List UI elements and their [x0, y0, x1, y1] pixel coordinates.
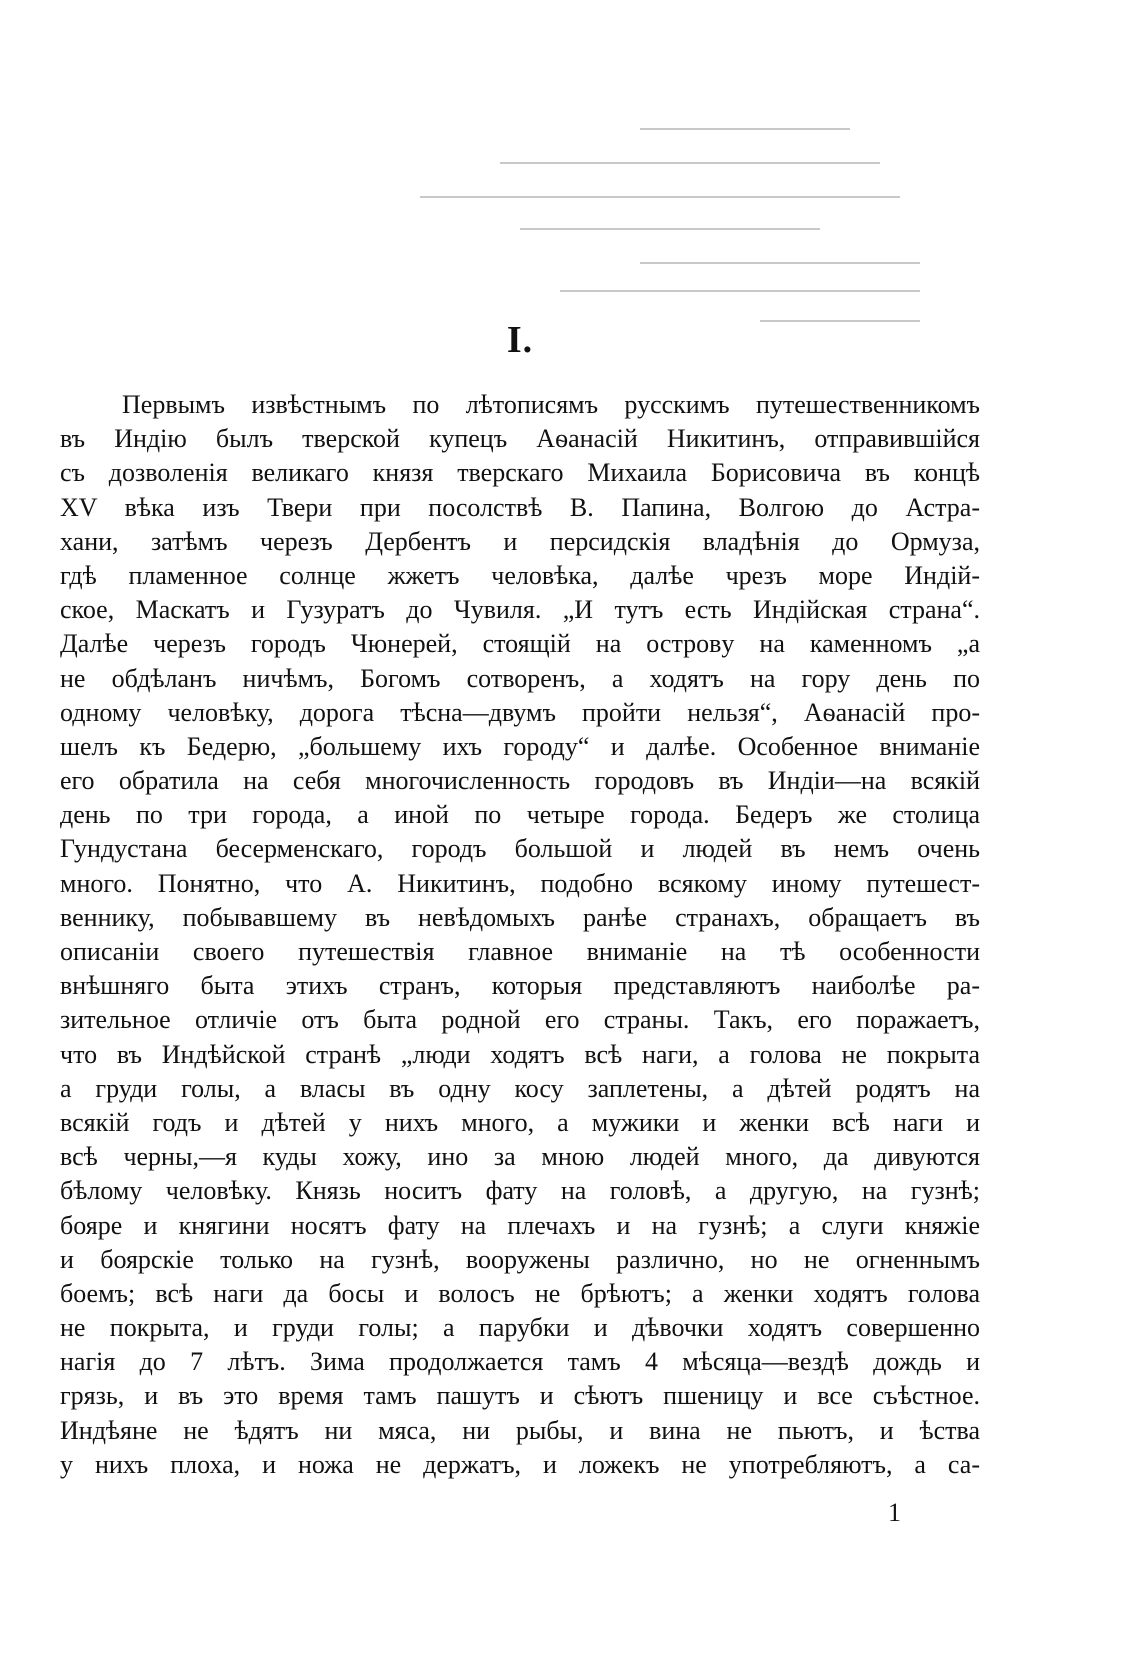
text-line: грязь, и въ это время тамъ пашутъ и сѣютъ пшеницу и все съѣстное. [60, 1381, 980, 1411]
text-line: хани, затѣмъ черезъ Дербентъ и персидскія владѣнія до Ормуза, [60, 526, 980, 556]
text-line: съ дозволенія великаго князя тверскаго Михаила Борисовича въ концѣ [60, 458, 980, 488]
text-line: его обратила на себя многочисленность городовъ въ Индіи—на всякій [60, 766, 980, 796]
text-line: Индѣяне не ѣдятъ ни мяса, ни рыбы, и вина не пьютъ, и ѣства [60, 1415, 980, 1445]
text-line: бояре и княгини носятъ фату на плечахъ и на гузнѣ; а слуги княжіе [60, 1210, 980, 1240]
text-line: что въ Индѣйской странѣ „люди ходятъ всѣ наги, а голова не покрыта [60, 1039, 980, 1069]
text-line: всякій годъ и дѣтей у нихъ много, а мужики и женки всѣ наги и [60, 1107, 980, 1137]
text-line: гдѣ пламенное солнце жжетъ человѣка, далѣе чрезъ море Индій- [60, 560, 980, 590]
text-line: ское, Маскатъ и Гузуратъ до Чувиля. „И тутъ есть Индійская страна“. [60, 595, 980, 625]
text-line: Далѣе черезъ городъ Чюнерей, стоящій на островy на каменномъ „а [60, 629, 980, 659]
text-line: веннику, побывавшему въ невѣдомыхъ ранѣе странахъ, обращаетъ въ [60, 902, 980, 932]
show-through-mark [640, 262, 920, 264]
text-line: не покрыта, и груди голы; а парубки и дѣвочки ходятъ совершенно [60, 1313, 980, 1343]
text-line: и боярскіе только на гузнѣ, вооружены различно, но не огненнымъ [60, 1244, 980, 1274]
text-line: не обдѣланъ ничѣмъ, Богомъ сотворенъ, а ходятъ на гору день по [60, 663, 980, 693]
text-line: Гундустана бесерменскаго, городъ большой и людей въ немъ очень [60, 834, 980, 864]
text-line: боемъ; всѣ наги да босы и волосъ не брѣютъ; а женки ходятъ голова [60, 1278, 980, 1308]
text-line: бѣлому человѣку. Князь носитъ фату на головѣ, а другую, на гузнѣ; [60, 1176, 980, 1206]
text-line: зительное отличіе отъ быта родной его страны. Такъ, его поражаетъ, [60, 1005, 980, 1035]
show-through-mark [560, 290, 920, 292]
text-line: внѣшняго быта этихъ странъ, которыя представляютъ наиболѣе ра- [60, 971, 980, 1001]
text-line: много. Понятно, что А. Никитинъ, подобно всякому иному путешест- [60, 868, 980, 898]
show-through-mark [420, 196, 900, 198]
text-line: XV вѣка изъ Твери при посолствѣ В. Папина, Волгою до Астра- [60, 492, 980, 522]
text-line: у нихъ плоха, и ножа не держатъ, и ложекъ не употребляютъ, а са- [60, 1449, 980, 1479]
show-through-mark [640, 128, 850, 130]
text-line: одному человѣку, дорога тѣсна—двумъ пройти нельзя“, Аѳанасій про- [60, 697, 980, 727]
text-line: шелъ къ Бедерю, „большему ихъ городу“ и далѣе. Особенное вниманіе [60, 731, 980, 761]
chapter-title: I. [506, 319, 534, 361]
text-line: день по три города, а иной по четыре города. Бедеръ же столица [60, 800, 980, 830]
text-line: описаніи своего путешествія главное вниманіе на тѣ особенности [60, 937, 980, 966]
text-line: а груди голы, а власы въ одну косу заплетены, а дѣтей родятъ на [60, 1073, 980, 1103]
text-line: Первымъ извѣстнымъ по лѣтописямъ русскимъ путешественникомъ [122, 390, 980, 419]
show-through-mark [520, 228, 820, 230]
page-number: 1 [888, 1498, 901, 1527]
body-text [60, 388, 980, 1482]
text-line: всѣ черны,—я куды хожу, ино за мною людей много, да дивуются [60, 1142, 980, 1172]
text-line: въ Индію былъ тверской купецъ Аѳанасій Никитинъ, отправившійся [60, 424, 980, 454]
show-through-mark [500, 162, 880, 164]
text-line: нагія до 7 лѣтъ. Зима продолжается тамъ 4 мѣсяца—вездѣ дождь и [60, 1347, 980, 1377]
